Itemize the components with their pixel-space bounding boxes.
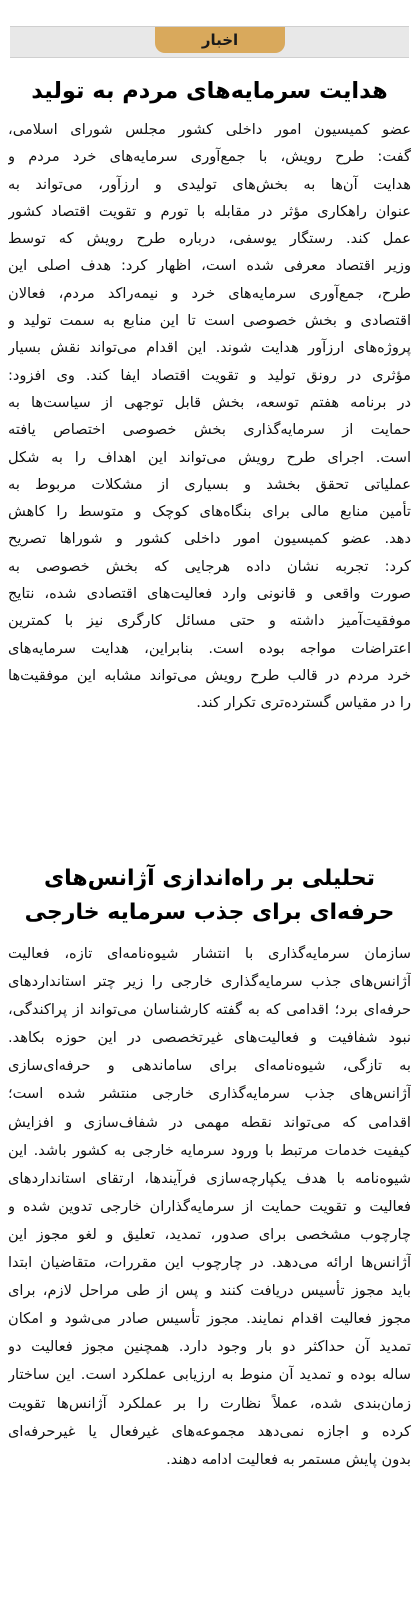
body-line: حرفه‌ای برد؛ اقدامی که به گفته کارشناسان می‌تواند از پراکندگی، [8,1001,411,1019]
body-line: چارچوب مشخصی برای صدور، تمدید، تعلیق و لغو مجوز این [8,1225,411,1243]
body-line: حمایت از سرمایه‌گذاری بخش خصوصی اختصاص یافته [8,421,411,439]
body-line: آژانس‌های جذب سرمایه‌گذاری خارجی منتشر شده است؛ [8,1085,411,1103]
article1-title: هدایت سرمایه‌های مردم به تولید [31,78,388,104]
body-line: عضو کمیسیون امور داخلی کشور مجلس شورای اسلامی، [8,121,411,138]
body-line: زمان‌بندی شده، عملاً نظارت را بر عملکرد آژانس‌ها تقویت [8,1394,411,1412]
body-line: است. اجرای طرح رویش می‌تواند این اهداف را به شکل [8,448,411,466]
body-line: عنوان راهکاری مؤثر در مقابله با تورم و تقویت اقتصاد کشور [8,202,411,220]
body-line: شیوه‌نامه با هدف یکپارچه‌سازی فرآیندها، ارتقای استانداردهای [8,1169,411,1187]
body-line: گفت: طرح رویش، با جمع‌آوری سرمایه‌های خرد مردم و [8,148,411,166]
body-line: فعالیت و تقویت حمایت از سرمایه‌گذاران خارجی تدوین شده و [8,1197,411,1215]
body-line: آژانس‌های جذب سرمایه‌گذاری خارجی را زیر چتر استانداردهای [8,973,411,991]
section-label: اخبار [155,27,285,53]
body-line: کرد: تجربه نشان داده هرجایی که بخش خصوصی به [8,557,411,575]
body-line: اقدامی که می‌تواند نقطه مهمی در شفاف‌سازی و افزایش [8,1113,411,1131]
body-line: عمل کند. رستگار یوسفی، درباره طرح رویش که توسط [8,230,411,248]
body-line: آژانس‌ها ارائه می‌دهد. در چارچوب این مقررات، متقاضیان ابتدا [8,1254,411,1272]
body-line: خرد مردم در قالب طرح رویش می‌تواند مشابه این موفقیت‌ها [8,666,411,684]
body-line: تمدید آن حداکثر دو بار وجود دارد. همچنین مجوز فعالیت دو [8,1338,411,1356]
body-line: اعتراضات مواجه بوده است. بنابراین، هدایت سرمایه‌های [8,639,411,657]
body-line: به تازگی، شیوه‌نامه‌ای برای ساماندهی و حرفه‌ای‌سازی [8,1057,411,1075]
body-line: مؤثری در رونق تولید و تقویت اقتصاد ایفا کند. وی افزود: [8,366,411,384]
body-line: اقتصادی و بخش خصوصی است تا این منابع به سمت تولید و [8,312,411,330]
article2-title-line1: تحلیلی بر راه‌اندازی آژانس‌های [43,866,376,891]
body-line: دهد. عضو کمیسیون امور داخلی کشور و شوراها تصریح [8,530,411,548]
body-line: کرده و اجازه نمی‌دهد مجموعه‌های غیرفعال یا غیرحرفه‌ای [8,1422,411,1440]
body-line: در برنامه هفتم توسعه، بخش قابل توجهی از سیاست‌ها به [8,393,411,411]
article2-title [0,862,419,930]
body-line: را در مقیاس گسترده‌تری تکرار کند. [196,694,411,712]
body-line: ساله بوده و تمدید آن منوط به ارزیابی عملکرد است. این ساختار [8,1366,411,1384]
body-line: نبود شفافیت و فعالیت‌های غیرتخصصی در این حوزه بکاهد. [8,1029,411,1047]
body-line: باید مجوز تأسیس دریافت کنند و پس از طی مراحل لازم، برای [8,1282,411,1300]
article1-body [8,116,411,717]
section-header-bar [10,26,409,58]
body-line: طرح، جمع‌آوری سرمایه‌های خرد و نیمه‌راکد مردم، فعالان [8,284,411,302]
article2-body [8,940,411,1474]
body-line: کیفیت خدمات مرتبط با ورود سرمایه خارجی به کشور باشد. این [8,1141,411,1159]
body-line: صورت واقعی و قانونی وارد فعالیت‌های اقتصادی شده، نتایج [8,585,411,603]
body-line: عملیاتی تحقق بخشد و بسیاری از مشکلات مربوط به [8,475,411,493]
body-line: هدایت آن‌ها به بخش‌های تولیدی و ارزآور، می‌تواند به [8,175,411,193]
article2-title-line2: حرفه‌ای برای جذب سرمایه خارجی [24,900,395,925]
body-line: سازمان سرمایه‌گذاری با انتشار شیوه‌نامه‌ای تازه، فعالیت [8,945,411,962]
body-line: وزیر اقتصاد معرفی شده است، اظهار کرد: هدف اصلی این [8,257,411,275]
body-line: بدون پایش مستمر به فعالیت ادامه دهند. [166,1450,411,1468]
body-line: موفقیت‌آمیز داشته و حتی مسائل کارگری نیز با کمترین [8,612,411,630]
body-line: مجوز فعالیت اقدام نمایند. مجوز تأسیس صادر می‌شود و امکان [8,1310,411,1328]
body-line: پروژه‌های ارزآور هدایت شوند. این اقدام می‌تواند نقش بسیار [8,339,411,357]
body-line: تأمین منابع مالی برای بنگاه‌های کوچک و متوسط را کاهش [8,503,411,521]
